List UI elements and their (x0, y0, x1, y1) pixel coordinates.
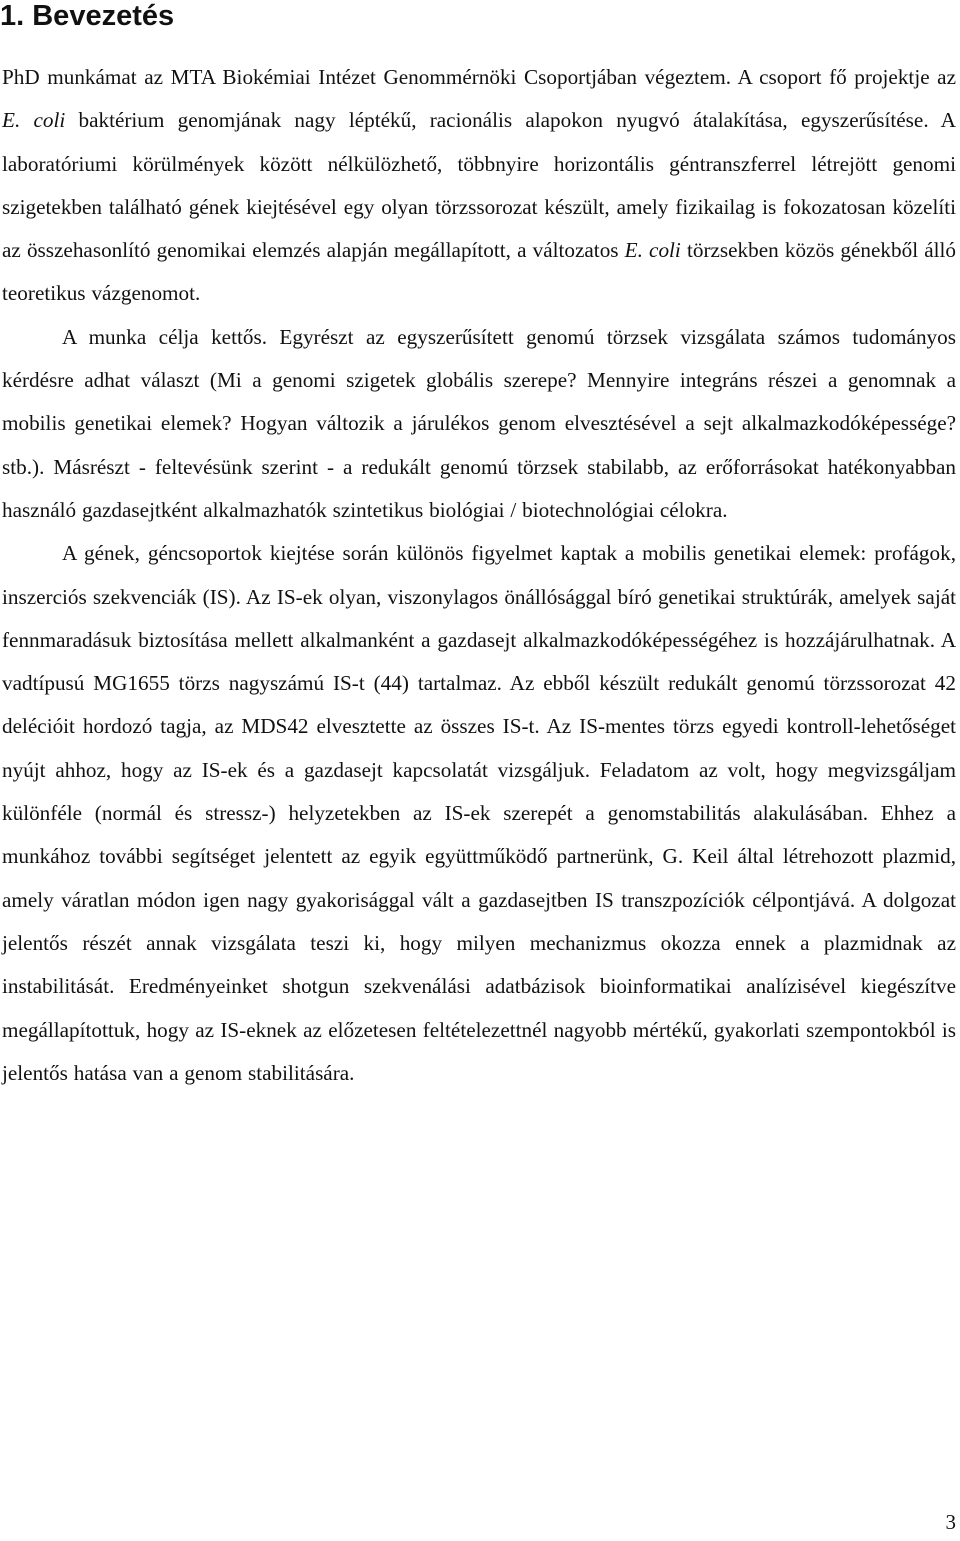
paragraph-intro (2, 56, 956, 316)
text-span: A gének, géncsoportok kiejtése során különös figyelmet kaptak a mobilis genetikai elemek: profágok, inszerciós szekvenciák (IS). Az IS-ek olyan, viszonylagos önállósággal bíró genetikai struktúrák, amelyek saját fennmaradásuk biztosítása mellett alkalmanként a gazdasejt alkalmazkodóképességéhez is hozzájárulhatnak. A vadtípusú MG1655 törzs nagyszámú IS-t (44) tartalmaz. Az ebből készült redukált genomú törzssorozat 42 delécióit hordozó tagja, az MDS42 elvesztette az összes IS-t. Az IS-mentes törzs egyedi kontroll-lehetőséget nyújt ahhoz, hogy az IS-ek és a gazdasejt kapcsolatát vizsgáljuk. Feladatom az volt, hogy megvizsgáljam különféle (normál és stressz-) helyzetekben az IS-ek szerepét a genomstabilitás alakulásában. Ehhez a munkához további segítséget jelentett az egyik együttműködő partnerünk, G. Keil által létrehozott plazmid, amely váratlan módon igen nagy gyakorisággal vált a gazdasejtben IS transzpozíciók célpontjává. A dolgozat jelentős részét annak vizsgálata teszi ki, hogy milyen mechanizmus okozza ennek a plazmidnak az instabilitását. Eredményeinket shotgun szekvenálási adatbázisok bioinformatikai analízisével kiegészítve megállapítottuk, hogy az IS-eknek az előzetesen feltételezettnél nagyobb mértékű, gyakorlati szempontokból is jelentős hatása van a genom stabilitására. (2, 541, 956, 1085)
text-span: A munka célja kettős. Egyrészt az egyszerűsített genomú törzsek vizsgálata számos tudományos kérdésre adhat választ (Mi a genomi szigetek globális szerepe? Mennyire integráns részei a genomnak a mobilis genetikai elemek? Hogyan változik a járulékos genom elvesztésével a sejt alkalmazkodóképessége? stb.). Másrészt - feltevésünk szerint - a redukált genomú törzsek stabilabb, az erőforrásokat hatékonyabban használó gazdasejtként alkalmazhatók szintetikus biológiai / biotechnológiai célokra. (2, 324, 956, 522)
paragraph-mobile-elements (2, 532, 956, 1095)
text-span: baktérium genomjának nagy léptékű, racionális alapokon nyugvó átalakítása, egyszerűsítése. A laboratóriumi körülmények között nélkülözhető, többnyire horizontális géntranszferrel létrejött genomi szigetekben található gének kiejtésével egy olyan törzssorozat készült, amely fizikailag is fokozatosan közelíti az összehasonlító genomikai elemzés alapján megállapított, a változatos (2, 108, 956, 263)
chapter-title: 1. Bevezetés (0, 0, 175, 32)
text-span: PhD munkámat az MTA Biokémiai Intézet Genommérnöki Csoportjában végeztem. A csoport fő projektje az (2, 65, 956, 89)
page-number: 3 (945, 1510, 956, 1534)
paragraph-goals (2, 316, 956, 532)
text-span: törzsekben közös génekből álló teoretikus vázgenomot. (2, 238, 956, 306)
italic-species-name: E. coli (624, 238, 681, 263)
italic-species-name: E. coli (2, 108, 66, 133)
body-text (2, 56, 956, 1095)
